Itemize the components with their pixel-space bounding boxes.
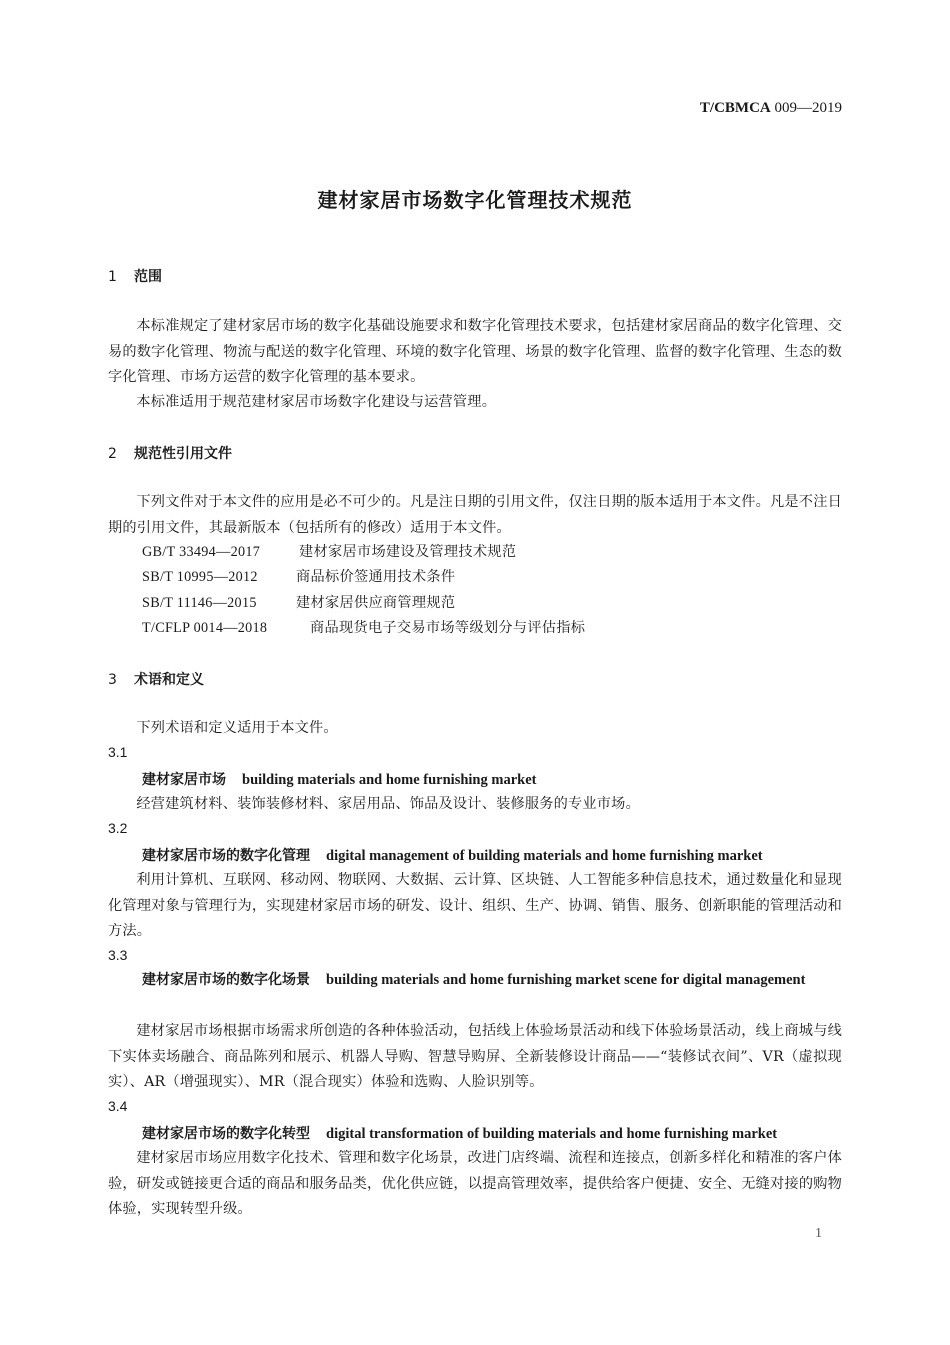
reference-title: 建材家居市场建设及管理技术规范 — [299, 544, 517, 560]
section-1-paragraph-2: 本标准适用于规范建材家居市场数字化建设与运营管理。 — [136, 394, 497, 410]
reference-title: 商品标价签通用技术条件 — [296, 569, 456, 585]
document-title: 建材家居市场数字化管理技术规范 — [317, 188, 633, 212]
term-definition: 经营建筑材料、装饰装修材料、家居用品、饰品及设计、装修服务的专业市场。 — [136, 796, 640, 812]
section-3-intro: 下列术语和定义适用于本文件。 — [136, 720, 338, 736]
term-chinese: 建材家居市场的数字化管理 — [142, 848, 310, 864]
reference-code: T/CFLP 0014—2018 — [142, 620, 268, 636]
term-heading — [142, 1123, 777, 1143]
section-3-heading — [108, 669, 204, 689]
reference-code: SB/T 10995—2012 — [142, 569, 258, 585]
term-number: 3.3 — [108, 947, 128, 963]
page-number: 1 — [815, 1226, 822, 1241]
section-title: 规范性引用文件 — [134, 446, 232, 462]
section-title: 术语和定义 — [134, 672, 204, 688]
standard-prefix: T/CBMCA — [699, 100, 771, 116]
term-chinese: 建材家居市场的数字化场景 — [142, 972, 310, 988]
term-chinese: 建材家居市场 — [142, 772, 226, 788]
term-english: building materials and home furnishing market — [242, 772, 537, 788]
term-english: digital transformation of building materials and home furnishing market — [326, 1126, 778, 1142]
reference-code: GB/T 33494—2017 — [142, 544, 261, 560]
term-heading — [108, 968, 842, 994]
normative-reference — [142, 541, 516, 561]
term-definition: 建材家居市场应用数字化技术、管理和数字化场景，改进门店终端、流程和连接点，创新多样化和精准的客户体验，研发或链接更合适的商品和服务品类，优化供应链，以提高管理效率，提供给客户便捷、安全、无缝对接的购物体验，实现转型升级。 — [108, 1150, 842, 1217]
term-english: building materials and home furnishing market scene for digital management — [326, 972, 806, 988]
standard-code: 009—2019 — [774, 100, 842, 116]
section-1-heading — [108, 266, 162, 286]
section-1-paragraph-1: 本标准规定了建材家居市场的数字化基础设施要求和数字化管理技术要求，包括建材家居商品的数字化管理、交易的数字化管理、物流与配送的数字化管理、环境的数字化管理、场景的数字化管理、监督的数字化管理、生态的数字化管理、市场方运营的数字化管理的基本要求。 — [108, 318, 842, 385]
normative-reference — [142, 592, 455, 612]
term-number: 3.1 — [108, 744, 128, 760]
section-number: 2 — [108, 446, 117, 462]
normative-reference — [142, 566, 455, 586]
section-number: 1 — [108, 269, 117, 285]
standard-number — [700, 100, 842, 117]
term-chinese: 建材家居市场的数字化转型 — [142, 1126, 310, 1142]
section-title: 范围 — [134, 269, 162, 285]
section-2-intro: 下列文件对于本文件的应用是必不可少的。凡是注日期的引用文件，仅注日期的版本适用于本文件。凡是不注日期的引用文件，其最新版本（包括所有的修改）适用于本文件。 — [108, 494, 842, 536]
section-number: 3 — [108, 672, 117, 688]
term-definition: 建材家居市场根据市场需求所创造的各种体验活动，包括线上体验场景活动和线下体验场景活动，线上商城与线下实体卖场融合、商品陈列和展示、机器人导购、智慧导购屏、全新装修设计商品——“装修试衣间”、VR（虚拟现实）、AR（增强现实）、MR（混合现实）体验和选购、人脸识别等。 — [108, 1023, 842, 1090]
term-english: digital management of building materials and home furnishing market — [326, 848, 763, 864]
term-definition: 利用计算机、互联网、移动网、物联网、大数据、云计算、区块链、人工智能多种信息技术，通过数量化和显现化管理对象与管理行为，实现建材家居市场的研发、设计、组织、生产、协调、销售、服务、创新职能的管理活动和方法。 — [108, 872, 842, 939]
term-number: 3.2 — [108, 820, 128, 836]
term-heading — [142, 845, 763, 865]
normative-reference — [142, 617, 585, 637]
reference-code: SB/T 11146—2015 — [142, 595, 257, 611]
term-number: 3.4 — [108, 1098, 128, 1114]
section-2-heading — [108, 443, 232, 463]
term-heading — [142, 769, 536, 789]
reference-title: 商品现货电子交易市场等级划分与评估指标 — [310, 620, 586, 636]
reference-title: 建材家居供应商管理规范 — [296, 595, 456, 611]
